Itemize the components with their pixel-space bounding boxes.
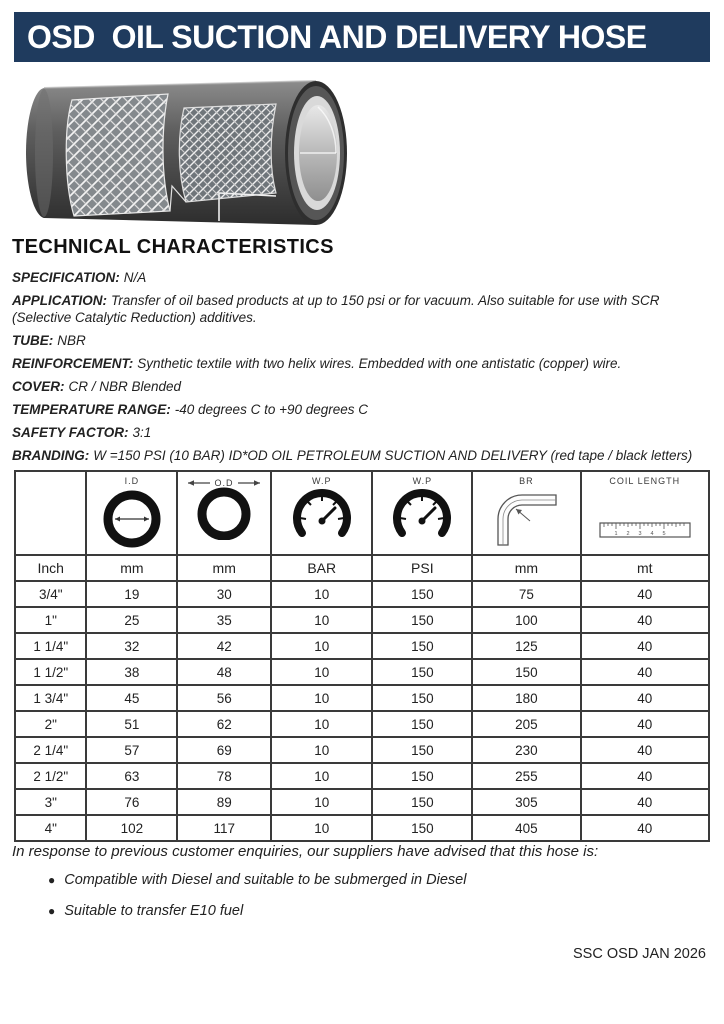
table-cell: 63 (86, 763, 177, 789)
table-cell: 40 (581, 685, 709, 711)
table-cell: 100 (472, 607, 580, 633)
spec-safety-factor: SAFETY FACTOR: 3:1 (12, 424, 152, 440)
spec-application: APPLICATION: Transfer of oil based products at up to 150 psi or for vacuum. Also suitable for use with SCR (Selective Catalytic Reduction) additives. (12, 293, 660, 325)
svg-text:5: 5 (662, 531, 666, 537)
table-cell: 76 (86, 789, 177, 815)
table-cell: 10 (271, 737, 372, 763)
table-row (15, 581, 709, 607)
table-cell: 51 (86, 711, 177, 737)
inner-diameter-icon (99, 487, 165, 549)
table-row (15, 789, 709, 815)
table-cell: 205 (472, 711, 580, 737)
table-cell: 10 (271, 633, 372, 659)
table-cell: 3/4" (15, 581, 86, 607)
table-cell: 150 (372, 607, 472, 633)
unit-header: mt (581, 555, 709, 581)
icon-header-od (177, 471, 271, 555)
unit-header: mm (177, 555, 271, 581)
pressure-gauge-icon (390, 487, 454, 547)
unit-header: Inch (15, 555, 86, 581)
table-cell: 62 (177, 711, 271, 737)
table-row (15, 633, 709, 659)
table-cell: 10 (271, 607, 372, 633)
table-cell: 40 (581, 763, 709, 789)
table-cell: 45 (86, 685, 177, 711)
spec-specification: SPECIFICATION: N/A (12, 270, 147, 285)
table-cell: 10 (271, 711, 372, 737)
table-cell: 150 (372, 763, 472, 789)
table-cell: 40 (581, 789, 709, 815)
unit-header: mm (472, 555, 580, 581)
table-cell: 40 (581, 711, 709, 737)
svg-text:O.D: O.D (214, 478, 234, 488)
icon-header-br: BR (472, 471, 580, 555)
table-cell: 150 (372, 711, 472, 737)
icon-header-wp-psi: W.P (372, 471, 472, 555)
table-cell: 10 (271, 685, 372, 711)
hose-illustration (14, 72, 366, 232)
table-cell: 40 (581, 633, 709, 659)
spec-reinforcement: REINFORCEMENT: Synthetic textile with two helix wires. Embedded with one antistatic (copper) wire. (12, 355, 622, 371)
table-cell: 40 (581, 581, 709, 607)
spec-temperature-range: TEMPERATURE RANGE: -40 degrees C to +90 degrees C (12, 401, 369, 417)
table-cell: 125 (472, 633, 580, 659)
table-cell: 117 (177, 815, 271, 841)
customer-notes (12, 843, 712, 934)
table-row (15, 659, 709, 685)
icon-header-empty (15, 471, 86, 555)
table-cell: 10 (271, 763, 372, 789)
table-cell: 3" (15, 789, 86, 815)
icon-header-id: I.D (86, 471, 177, 555)
table-cell: 40 (581, 815, 709, 841)
outer-diameter-icon (180, 476, 268, 540)
table-cell: 40 (581, 607, 709, 633)
table-cell: 2 1/2" (15, 763, 86, 789)
bullet-icon: ● (48, 904, 56, 918)
spec-branding: BRANDING: W =150 PSI (10 BAR) ID*OD OIL PETROLEUM SUCTION AND DELIVERY (red tape / black letters) (12, 447, 693, 463)
unit-header: BAR (271, 555, 372, 581)
table-icon-header-row (15, 471, 709, 555)
table-cell: 1" (15, 607, 86, 633)
table-cell: 48 (177, 659, 271, 685)
table-cell: 57 (86, 737, 177, 763)
size-table-body (15, 581, 709, 841)
table-cell: 180 (472, 685, 580, 711)
table-cell: 30 (177, 581, 271, 607)
table-cell: 10 (271, 659, 372, 685)
title-banner (14, 12, 710, 62)
notes-bullet-list (12, 872, 712, 919)
table-row (15, 711, 709, 737)
icon-header-coil-length: COIL LENGTH 1 2 3 4 5 (581, 471, 709, 555)
bend-radius-icon (486, 487, 566, 549)
table-cell: 38 (86, 659, 177, 685)
table-cell: 40 (581, 659, 709, 685)
size-table (14, 470, 710, 842)
note-bullet-text: Suitable to transfer E10 fuel (64, 903, 244, 919)
hose-cutaway-image (14, 72, 366, 232)
ruler-icon (595, 487, 695, 545)
table-cell: 78 (177, 763, 271, 789)
table-cell: 10 (271, 815, 372, 841)
table-cell: 255 (472, 763, 580, 789)
table-cell: 32 (86, 633, 177, 659)
svg-text:3: 3 (638, 531, 642, 537)
table-cell: 42 (177, 633, 271, 659)
spec-cover: COVER: CR / NBR Blended (12, 378, 182, 394)
table-cell: 150 (372, 685, 472, 711)
table-cell: 25 (86, 607, 177, 633)
table-cell: 305 (472, 789, 580, 815)
spec-list (12, 270, 712, 464)
table-row (15, 815, 709, 841)
table-cell: 102 (86, 815, 177, 841)
note-bullet-item (48, 872, 712, 888)
table-cell: 1 1/4" (15, 633, 86, 659)
table-row (15, 763, 709, 789)
table-cell: 1 3/4" (15, 685, 86, 711)
table-cell: 10 (271, 581, 372, 607)
table-cell: 150 (372, 581, 472, 607)
note-bullet-item (48, 903, 712, 919)
table-cell: 75 (472, 581, 580, 607)
table-cell: 150 (372, 659, 472, 685)
table-cell: 405 (472, 815, 580, 841)
table-unit-header-row (15, 555, 709, 581)
table-cell: 19 (86, 581, 177, 607)
table-cell: 69 (177, 737, 271, 763)
svg-text:4: 4 (650, 531, 654, 537)
unit-header: mm (86, 555, 177, 581)
notes-intro: In response to previous customer enquiries, our suppliers have advised that this hose is: (12, 843, 599, 860)
table-cell: 1 1/2" (15, 659, 86, 685)
table-cell: 150 (472, 659, 580, 685)
table-row (15, 685, 709, 711)
table-cell: 230 (472, 737, 580, 763)
pressure-gauge-icon (290, 487, 354, 547)
table-cell: 150 (372, 737, 472, 763)
table-cell: 35 (177, 607, 271, 633)
table-row (15, 607, 709, 633)
table-cell: 150 (372, 815, 472, 841)
table-cell: 40 (581, 737, 709, 763)
svg-text:2: 2 (626, 531, 630, 537)
table-cell: 2" (15, 711, 86, 737)
svg-text:1: 1 (614, 531, 618, 537)
document-reference: SSC OSD JAN 2026 (573, 946, 706, 962)
table-row (15, 737, 709, 763)
table-cell: 56 (177, 685, 271, 711)
table-cell: 89 (177, 789, 271, 815)
table-cell: 10 (271, 789, 372, 815)
page-title: OSD OIL SUCTION AND DELIVERY HOSE (27, 18, 647, 55)
table-cell: 2 1/4" (15, 737, 86, 763)
note-bullet-text: Compatible with Diesel and suitable to be submerged in Diesel (64, 872, 467, 888)
spec-tube: TUBE: NBR (12, 332, 86, 348)
section-heading: TECHNICAL CHARACTERISTICS (12, 236, 334, 258)
unit-header: PSI (372, 555, 472, 581)
icon-header-wp-bar: W.P (271, 471, 372, 555)
table-cell: 150 (372, 633, 472, 659)
technical-section (12, 236, 712, 471)
bullet-icon: ● (48, 873, 56, 887)
table-cell: 150 (372, 789, 472, 815)
table-cell: 4" (15, 815, 86, 841)
